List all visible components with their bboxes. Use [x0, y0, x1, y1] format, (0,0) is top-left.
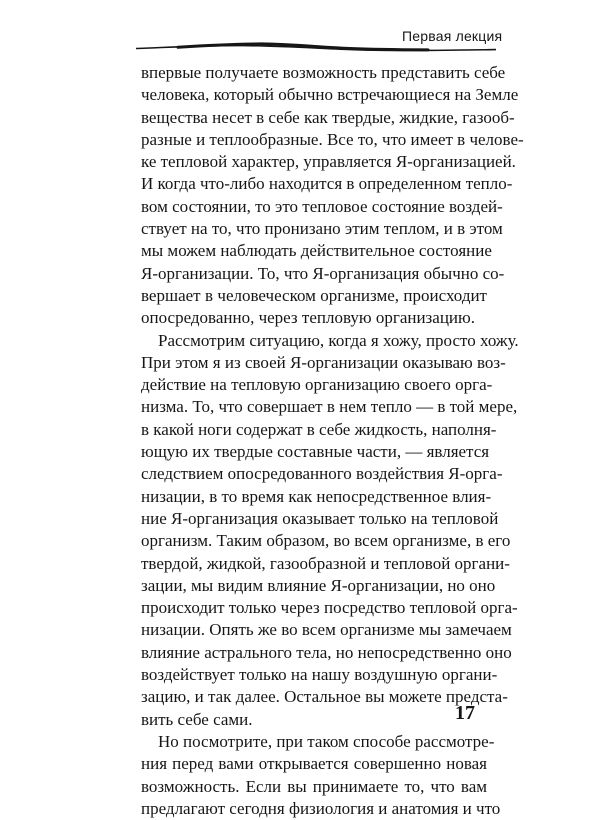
text-line: действие на тепловую организацию своего орга- — [141, 375, 493, 395]
text-line: Рассмотрим ситуацию, когда я хожу, просто хожу. — [158, 330, 519, 350]
text-line: низации, в то время как непосредственное влия- — [141, 486, 492, 506]
text-line: ке тепловой характер, управляется Я-организацией. — [141, 152, 516, 172]
body-text — [141, 62, 524, 820]
text-line: ствует на то, что пронизано этим теплом, и в этом — [141, 219, 503, 239]
text-line: влияние астрального тела, но непосредственно оно — [141, 642, 512, 662]
text-line: воздействует только на нашу воздушную органи- — [141, 665, 498, 685]
header-ornament-rule — [136, 36, 496, 56]
text-line: следствием опосредованного воздействия Я-орга- — [141, 464, 503, 484]
text-line: вить себе сами. — [141, 709, 253, 729]
text-line: ние Я-организация оказывает только на тепловой — [141, 508, 499, 528]
text-line: возможность. Если вы принимаете то, что вам — [141, 776, 487, 796]
text-line: ющую их твердые составные части, — является — [141, 442, 490, 462]
text-line: организм. Таким образом, во всем организме, в его — [141, 531, 511, 551]
text-line: низации. Опять же во всем организме мы замечаем — [141, 620, 512, 640]
text-line: Но посмотрите, при таком способе рассмотре- — [158, 731, 495, 751]
text-line: происходит только через посредство тепловой орга- — [141, 598, 518, 618]
running-header-title: Первая лекция — [402, 28, 503, 44]
page-number: 17 — [455, 702, 475, 724]
text-line: предлагают сегодня физиология и анатомия и что — [141, 798, 501, 818]
text-line: человека, который обычно встречающиеся на Земле — [141, 85, 519, 105]
text-line: зацию, и так далее. Остальное вы можете предста- — [141, 687, 508, 707]
text-line: разные и теплообразные. Все то, что имеет в челове- — [141, 129, 524, 149]
text-line: И когда что-либо находится в определенном тепло- — [141, 174, 513, 194]
text-line: твердой, жидкой, газообразной и тепловой органи- — [141, 553, 510, 573]
text-line: вещества несет в себе как твердые, жидкие, газооб- — [141, 107, 515, 127]
text-line: вом состоянии, то это тепловое состояние воздей- — [141, 196, 503, 216]
text-line: опосредованно, через тепловую организацию. — [141, 308, 475, 328]
text-line: зации, мы видим влияние Я-организации, но оно — [141, 575, 496, 595]
text-line: Я-организации. То, что Я-организация обычно со- — [141, 263, 505, 283]
text-line: в какой ноги содержат в себе жидкость, наполня- — [141, 419, 497, 439]
text-line: впервые получаете возможность представить себе — [141, 63, 506, 82]
text-line: низма. То, что совершает в нем тепло — в той мере, — [141, 397, 518, 417]
text-line: вершает в человеческом организме, происходит — [141, 285, 487, 305]
text-line: мы можем наблюдать действительное состояние — [141, 241, 492, 261]
text-line: При этом я из своей Я-организации оказываю воз- — [141, 352, 506, 372]
text-line: ния перед вами открывается совершенно новая — [141, 754, 487, 774]
